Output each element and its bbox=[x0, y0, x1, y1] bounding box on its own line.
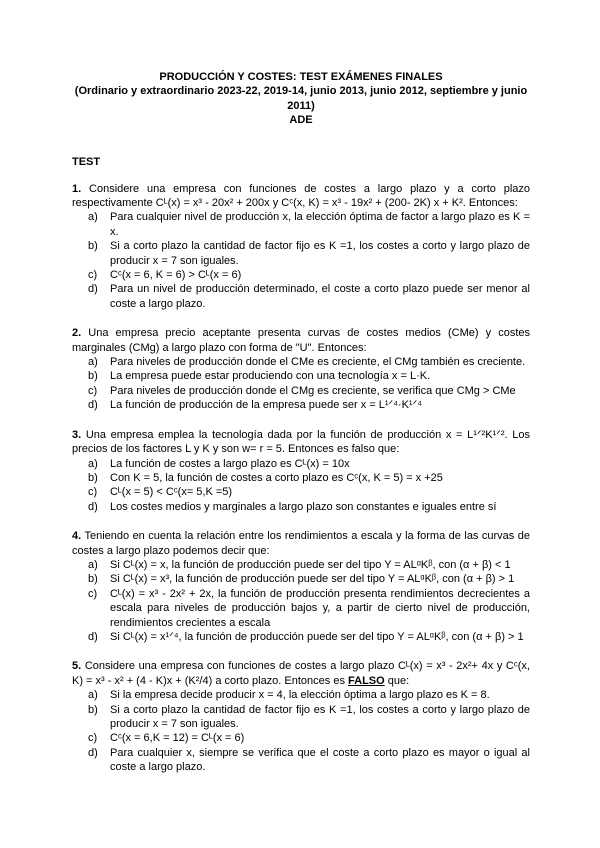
option-a: a) Si Cᴸ(x) = x, la función de producción puede ser del tipo Y = ALᵅKᵝ, con (α + β) < 1 bbox=[88, 558, 511, 571]
question-text: Considere una empresa con funciones de costes a largo plazo Cᴸ(x) = x³ - 2x²+ 4x y Cᶜ(x, K) = x³ - x² + (4 - K)x + (K²/4) a corto plazo. Entonces es bbox=[72, 660, 530, 687]
document-title: PRODUCCIÓN Y COSTES: TEST EXÁMENES FINALES bbox=[159, 71, 443, 83]
option-b: b) Si a corto plazo la cantidad de factor fijo es K =1, los costes a corto y largo plazo de producir x = 7 son iguales. bbox=[88, 703, 530, 730]
question-number: 3. bbox=[72, 428, 82, 441]
question-4 bbox=[72, 529, 530, 644]
question-5: 5. Considere una empresa con funciones de costes a largo plazo Cᴸ(x) = x³ - 2x²+ 4x y Cᶜ(x, K) = x³ - x² + (4 - K)x + (K²/4) a corto plazo. Entonces es FALSO que: a) Si la empresa decide producir x = 4, la elección óptima a largo plazo es K = 8. b) Si a corto plazo la cantidad de factor fijo es K =1, los costes a corto y largo plazo de producir x = 7 son iguales. c) Cᶜ(x = 6,K = 12) = Cᴸ(x = 6) d) Para cualquier x, siempre se verifica que el coste a corto plazo es mayor o igual al coste a largo plazo. bbox=[72, 660, 530, 774]
section-heading: TEST bbox=[72, 156, 101, 169]
option-b: b) La empresa puede estar produciendo con una tecnología x = L·K. bbox=[88, 370, 431, 383]
document-subtitle: (Ordinario y extraordinario 2023-22, 2019-14, junio 2013, junio 2012, septiembre y junio 2011) bbox=[74, 85, 528, 112]
option-c: c) Para niveles de producción donde el CMg es creciente, se verifica que CMg > CMe bbox=[88, 384, 516, 397]
option-a: a) La función de costes a largo plazo es Cᴸ(x) = 10x bbox=[88, 457, 350, 470]
question-1 bbox=[72, 182, 530, 312]
course-label: ADE bbox=[289, 113, 313, 126]
option-d: d) Los costes medios y marginales a largo plazo son constantes e iguales entre sí bbox=[88, 500, 497, 513]
option-a: a) Si la empresa decide producir x = 4, la elección óptima a largo plazo es K = 8. bbox=[88, 689, 490, 702]
question-number: 1. bbox=[72, 182, 82, 195]
option-b: b) Si a corto plazo la cantidad de factor fijo es K =1, los costes a corto y largo plazo de producir x = 7 son iguales. bbox=[88, 240, 530, 267]
option-d: d) La función de producción de la empresa puede ser x = L¹ᐟ⁴·K¹ᐟ⁴ bbox=[88, 399, 422, 412]
option-a: a) Para cualquier nivel de producción x, la elección óptima de factor a largo plazo es K = x. bbox=[88, 211, 530, 238]
question-number: 2. bbox=[72, 327, 82, 340]
question-text: Una empresa precio aceptante presenta curvas de costes medios (CMe) y costes marginales (CMg) a largo plazo con forma de "U". Entonces: bbox=[72, 327, 530, 354]
option-c: c) Cᴸ(x) = x³ - 2x² + 2x, la función de producción presenta rendimientos decrecientes a escala para niveles de producción bajos y, a partir de cierto nivel de producción, rendimientos crecientes a escala bbox=[88, 587, 530, 629]
document-page bbox=[72, 70, 530, 790]
question-text: Una empresa emplea la tecnología dada por la función de producción x = L¹ᐟ²K¹ᐟ². Los precios de los factores L y K y son w= r = 5. Entonces es falso que: bbox=[72, 428, 530, 456]
question-number: 4. bbox=[72, 530, 82, 543]
question-text: Teniendo en cuenta la relación entre los rendimientos a escala y la forma de las curvas de costes a largo plazo podemos decir que: bbox=[72, 530, 530, 557]
option-b: b) Con K = 5, la función de costes a corto plazo es Cᶜ(x, K = 5) = x +25 bbox=[88, 471, 443, 484]
option-d: d) Para cualquier x, siempre se verifica que el coste a corto plazo es mayor o igual al coste a largo plazo. bbox=[88, 746, 530, 774]
question-2 bbox=[72, 326, 530, 412]
question-number: 5. bbox=[72, 660, 82, 673]
option-d: d) Para un nivel de producción determinado, el coste a corto plazo puede ser menor al coste a largo plazo. bbox=[88, 283, 530, 310]
emphasis-false: FALSO bbox=[348, 674, 385, 687]
option-c: c) Cᶜ(x = 6,K = 12) = Cᴸ(x = 6) bbox=[88, 732, 245, 745]
option-d: d) Si Cᴸ(x) = x¹ᐟ⁴, la función de producción puede ser del tipo Y = ALᵅKᵝ, con (α + β) > 1 bbox=[88, 630, 524, 643]
option-c: c) Cᶜ(x = 6, K = 6) > Cᴸ(x = 6) bbox=[88, 269, 242, 282]
question-3 bbox=[72, 428, 530, 514]
option-c: c) Cᴸ(x = 5) < Cᶜ(x= 5,K =5) bbox=[88, 486, 233, 499]
option-a: a) Para niveles de producción donde el CMe es creciente, el CMg también es creciente. bbox=[88, 356, 526, 369]
option-b: b) Si Cᴸ(x) = x³, la función de producción puede ser del tipo Y = ALᵅKᵝ, con (α + β) > 1 bbox=[88, 573, 515, 586]
question-text: Considere una empresa con funciones de costes a largo plazo y a corto plazo respectivamente Cᴸ(x) = x³ - 20x² + 200x y Cᶜ(x, K) = x³ - 19x² + (200- 2K) x + K². Entonces: bbox=[72, 182, 530, 209]
